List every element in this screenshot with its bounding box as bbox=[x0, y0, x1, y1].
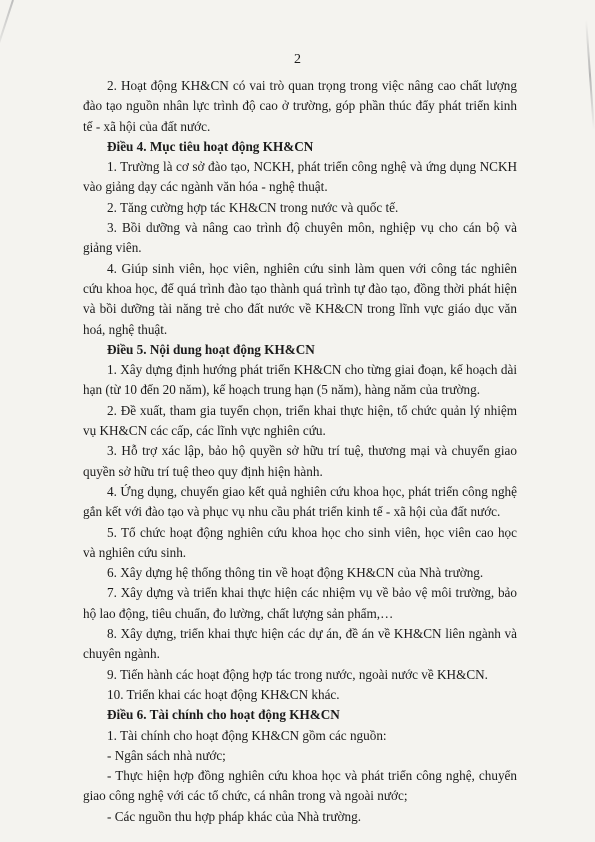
paragraph-a5-item-2: 2. Đề xuất, tham gia tuyển chọn, triển khai thực hiện, tổ chức quản lý nhiệm vụ KH&CN các cấp, các lĩnh vực nghiên cứu. bbox=[83, 402, 517, 439]
heading-article-5: Điều 5. Nội dung hoạt động KH&CN bbox=[107, 341, 315, 357]
list-item-state-budget: - Ngân sách nhà nước; bbox=[107, 747, 226, 763]
paragraph-a5-item-3: 3. Hỗ trợ xác lập, bảo hộ quyền sở hữu trí tuệ, thương mại và chuyển giao quyền sở hữu trí tuệ theo quy định hiện hành. bbox=[83, 443, 517, 479]
paragraph-a5-item-8: 8. Xây dựng, triển khai thực hiện các dự án, đề án về KH&CN liên ngành và chuyên ngành. bbox=[83, 626, 517, 662]
paragraph-a5-item-1: 1. Xây dựng định hướng phát triển KH&CN cho từng giai đoạn, kế hoạch dài hạn (từ 10 đến 20 năm), kế hoạch trung hạn (5 năm), hàng năm của trường. bbox=[83, 362, 517, 398]
list-item-research-contracts: - Thực hiện hợp đồng nghiên cứu khoa học và phát triển công nghệ, chuyển giao công nghệ với các tổ chức, cá nhân trong và ngoài nước; bbox=[83, 768, 517, 804]
paragraph-a5-item-4: 4. Ứng dụng, chuyển giao kết quả nghiên cứu khoa học, phát triển công nghệ gắn kết với đào tạo và phục vụ nhu cầu phát triển kinh tế - xã hội của đất nước. bbox=[83, 483, 517, 520]
paragraph-a6-item-1: 1. Tài chính cho hoạt động KH&CN gồm các nguồn: bbox=[107, 727, 387, 743]
list-item-other-revenue: - Các nguồn thu hợp pháp khác của Nhà trường. bbox=[107, 808, 362, 824]
paragraph-a5-item-6: 6. Xây dựng hệ thống thông tin về hoạt động KH&CN của Nhà trường. bbox=[107, 565, 484, 581]
heading-article-4: Điều 4. Mục tiêu hoạt động KH&CN bbox=[107, 138, 314, 154]
paragraph-a4-item-2: 2. Tăng cường hợp tác KH&CN trong nước và quốc tế. bbox=[107, 199, 399, 215]
paragraph-a4-item-1: 1. Trường là cơ sở đào tạo, NCKH, phát triển công nghệ và ứng dụng NCKH vào giảng dạy các ngành văn hóa - nghệ thuật. bbox=[83, 159, 517, 195]
paragraph-a5-item-7: 7. Xây dựng và triển khai thực hiện các nhiệm vụ về bảo vệ môi trường, bảo hộ lao động, tiêu chuẩn, đo lường, chất lượng sản phẩm,… bbox=[83, 585, 517, 621]
paragraph-activity-role: 2. Hoạt động KH&CN có vai trò quan trọng trong việc nâng cao chất lượng đào tạo nguồn nhân lực trình độ cao ở trường, góp phần thúc đẩy phát triển kinh tế - xã hội của đất nước. bbox=[83, 78, 517, 134]
paragraph-a5-item-5: 5. Tổ chức hoạt động nghiên cứu khoa học cho sinh viên, học viên cao học và nghiên cứu sinh. bbox=[83, 524, 517, 560]
paragraph-a5-item-9: 9. Tiến hành các hoạt động hợp tác trong nước, ngoài nước về KH&CN. bbox=[107, 666, 488, 682]
paragraph-a4-item-4: 4. Giúp sinh viên, học viên, nghiên cứu sinh làm quen với công tác nghiên cứu khoa học, để quá trình đào tạo thành quá trình tự đào tạo, đồng thời phát hiện và bồi dưỡng tài năng trẻ cho đất nước về KH&CN trong lĩnh vực giáo dục văn hoá, nghệ thuật. bbox=[83, 260, 517, 337]
page-number: 2 bbox=[294, 52, 301, 67]
paragraph-a4-item-3: 3. Bồi dưỡng và nâng cao trình độ chuyên môn, nghiệp vụ cho cán bộ và giảng viên. bbox=[83, 220, 517, 256]
heading-article-6: Điều 6. Tài chính cho hoạt động KH&CN bbox=[107, 707, 340, 723]
scan-edge-mark-top-left bbox=[0, 0, 14, 57]
scan-edge-mark-right bbox=[585, 20, 595, 130]
document-body bbox=[83, 76, 517, 827]
paragraph-a5-item-10: 10. Triển khai các hoạt động KH&CN khác. bbox=[107, 686, 340, 702]
